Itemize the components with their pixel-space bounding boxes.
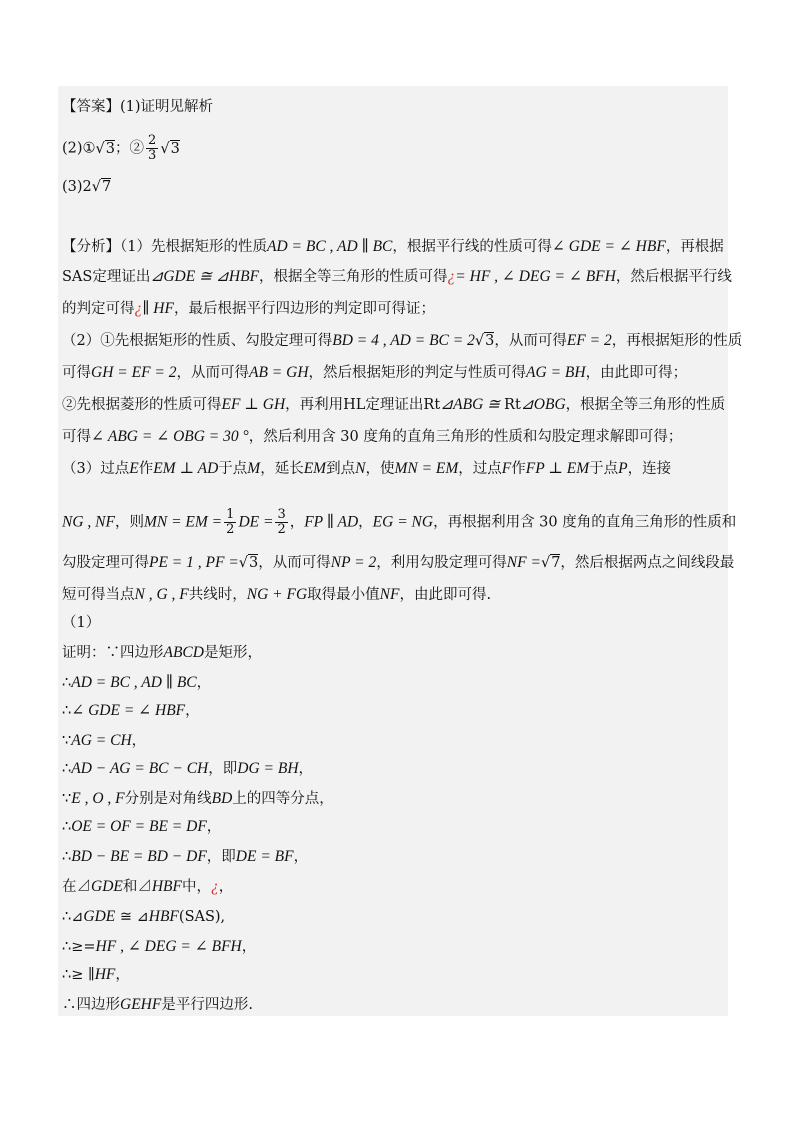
garbled-symbol: ¿ [134,300,143,317]
answer-part2-val2: 3 [170,140,180,157]
math: BD = 4 , AD = BC = 2 [332,332,475,349]
text: 到点 [326,461,356,477]
text: 和⊿ [122,879,152,895]
text: ，使 [365,461,395,477]
answer-part2-sep: ；② [115,140,145,157]
text: ， [289,514,305,531]
math: AG = BH [526,364,586,381]
math: GH = EF = 2 [91,364,177,381]
math: N [355,460,366,477]
analysis-line-6 [62,394,725,416]
text: 中， [182,879,211,895]
analysis-line-9 [62,508,736,537]
sqrt-symbol: √3 [95,140,116,157]
text: ， [185,703,200,719]
analysis-line-3 [62,298,435,320]
math: AD = BC , AD ∥ BC [71,674,197,691]
text: ，最后根据平行四边形的判定即可得证； [173,301,435,317]
text: ∴⊿ [62,909,84,925]
text: ∴ [62,761,72,777]
proof-line-10 [62,906,225,928]
text: （2）①先根据矩形的性质、勾股定理可得 [62,333,333,349]
proof-line-4 [62,730,146,752]
text: ，然后根据两点之间线段最 [560,555,735,571]
text: 是平行四边形. [161,997,253,1013]
fraction [275,508,287,537]
text: 共线时， [188,587,247,603]
math: AD = BC , AD ∥ BC [266,238,393,255]
answer-part2-prefix: (2)① [62,140,96,157]
text: ，即 [208,761,238,777]
math: M [247,460,261,477]
analysis-line-1 [62,236,724,258]
math: ⊿GDE ≅ ⊿HBF [150,268,260,285]
text: ，从而可得 [176,365,249,381]
text: ∴四边形 [62,997,120,1013]
math: HBF [151,878,182,895]
text: ，延长 [260,461,304,477]
math: 3 [485,333,495,349]
text: ∵ [62,791,72,807]
math: BD [211,790,233,807]
math: NP = 2 [330,554,377,571]
text: ， [196,675,212,691]
proof-line-1 [62,642,262,664]
text: （1） [62,615,101,631]
math: DE = [238,513,274,531]
text: ，再根据利用含 30 度角的直角三角形的性质和 [433,514,737,531]
math: FP ∥ AD [304,513,359,531]
text: 可得 [62,429,91,445]
text: ∴ [62,703,72,719]
answer-part3-line [62,176,111,198]
sqrt-symbol: √3 [474,333,495,349]
math: EF ⊥ GH [221,396,286,413]
answer-heading: 【答案】 [62,99,120,115]
text: （3）过点 [62,461,130,477]
answer-part3-val: 7 [102,179,112,195]
math: EG = NG [372,513,434,531]
text: ， [298,761,314,777]
text: 可得 [62,365,91,381]
math: ∥ HF [142,300,174,317]
text: ，从而可得 [494,333,567,349]
answer-heading-line [62,96,213,118]
math: ABCD [163,644,204,661]
math: NF [379,586,400,603]
math: ∠ GDE = ∠ HBF [551,238,666,255]
proof-line-8 [62,846,308,868]
proof-line-7 [62,816,221,838]
math: MN = EM = [143,513,223,531]
text: ， [115,967,130,983]
text: ∴≥ ∥ [62,967,95,983]
text: 短可得当点 [62,587,135,603]
math: AG = CH [71,732,132,749]
answer-part1: (1)证明见解析 [120,99,214,115]
text: 于点 [589,461,619,477]
fraction-denominator: 3 [148,148,157,163]
math: N , G , F [134,586,189,603]
text: (SAS), [178,909,226,925]
analysis-line-4 [62,330,742,352]
text: Rt [504,397,521,413]
text: ，由此即可得； [585,365,688,381]
answer-part2-line [62,134,180,163]
text: ， [218,879,234,895]
fraction [224,508,236,537]
analysis-line-10 [62,552,734,574]
analysis-heading: 【分析】 [62,239,120,255]
text: ②先根据菱形的性质可得 [62,397,222,413]
text: ，根据全等三角形的性质可得 [259,269,448,285]
analysis-line-2 [62,266,732,288]
text: ， [241,939,257,955]
math: MN = EM [394,460,459,477]
math: FP ⊥ EM [525,460,590,477]
proof-line-2 [62,672,211,694]
text: ，根据平行线的性质可得 [392,239,552,255]
math: NG , NF [62,513,115,531]
text: SAS定理证出 [62,269,151,285]
text: ， [206,819,222,835]
math: DG = BH [237,760,299,777]
text: ∴≥= [62,939,96,955]
fraction-numerator: 1 [226,507,235,522]
sqrt-symbol: √3 [238,555,259,571]
math: HBF [148,908,179,925]
math: NG + FG [246,586,308,603]
sqrt-symbol: √3 [160,140,180,157]
text: ，由此即可得. [399,587,492,603]
analysis-line-11 [62,584,491,606]
text: ∴ [62,849,72,865]
math: EF = 2 [566,332,612,349]
text: ，从而可得 [258,555,331,571]
text: （1）先根据矩形的性质 [120,239,267,255]
text: ，然后根据矩形的判定与性质可得 [308,365,527,381]
fraction-numerator: 2 [148,133,157,148]
proof-line-9 [62,876,233,898]
sqrt-symbol: √7 [540,555,561,571]
text: ，再根据 [665,239,724,255]
text: ∴ [62,819,72,835]
proof-line-3 [62,700,200,722]
proof-line-5 [62,758,313,780]
text: 作 [511,461,526,477]
math: GDE [91,878,123,895]
text: 上的四等分点， [232,791,334,807]
math: 3 [249,555,259,571]
proof-line-11 [62,936,256,958]
text: ，利用勾股定理可得 [376,555,507,571]
math: PE = 1 , PF = [149,554,239,571]
text: ，然后根据平行线 [615,269,732,285]
proof-line-0 [62,612,100,634]
answer-part2-fraction [146,134,158,163]
text: ，过点 [458,461,502,477]
math: ∠ GDE = ∠ HBF [71,702,186,719]
analysis-line-5 [62,362,687,384]
proof-line-12 [62,964,130,986]
garbled-symbol: ¿ [447,268,456,285]
math: EM ⊥ AD [153,460,219,477]
math: EM [303,460,327,477]
text: ， [131,733,147,749]
text: ，连接 [627,461,672,477]
math: P [618,460,628,477]
math: 7 [551,555,561,571]
analysis-line-8 [62,458,671,480]
math: AB = GH [249,364,309,381]
text: 在⊿ [62,879,91,895]
answer-part3-prefix: (3)2 [62,179,92,195]
math: E [129,460,139,477]
math: ∠ ABG = ∠ OBG = 30 ° [91,428,249,445]
analysis-line-7 [62,426,682,448]
math: = HF , ∠ DEG = ∠ BFH [455,268,616,285]
fraction-denominator: 2 [277,522,286,537]
text: 的判定可得 [62,301,135,317]
answer-part2-val1: 3 [105,140,116,157]
text: ，即 [206,849,236,865]
text: ∵ [62,733,72,749]
text: 作 [138,461,154,477]
math: NF = [506,554,541,571]
text: 取得最小值 [307,587,380,603]
text: ，根据全等三角形的性质 [565,397,726,413]
text: 勾股定理可得 [62,555,149,571]
text: ，则 [114,514,144,531]
math: ⊿ABG ≅ [440,396,505,413]
math: GDE [83,908,116,925]
math: OE = OF = BE = DF [71,818,207,835]
garbled-symbol: ¿ [211,878,219,895]
math: ⊿OBG [520,396,566,413]
math: HF , ∠ DEG = ∠ BFH [95,938,242,955]
math: BD − BE = BD − DF [71,848,207,865]
fraction-denominator: 2 [226,522,235,537]
text: 证明：∵四边形 [62,645,164,661]
text: 分别是对角线 [124,791,212,807]
text: 于点 [218,461,248,477]
proof-line-13 [62,994,253,1016]
math: DE = BF [235,848,294,865]
text: ，再利用HL定理证出Rt [285,397,441,413]
fraction-numerator: 3 [277,507,286,522]
sqrt-symbol: √7 [91,179,112,195]
math: HF [94,966,116,983]
math: AD − AG = BC − CH [71,760,209,777]
text: ，再根据矩形的性质 [611,333,743,349]
text: ，然后利用含 30 度角的直角三角形的性质和勾股定理求解即可得； [248,429,683,445]
proof-line-6 [62,788,334,810]
text: ≅ ⊿ [115,909,149,925]
math: E , O , F [71,790,125,807]
text: ， [293,849,309,865]
text: ， [358,514,373,531]
text: ∴ [62,675,72,691]
text: 是矩形， [203,645,262,661]
math: F [501,460,512,477]
math: GEHF [120,996,162,1013]
